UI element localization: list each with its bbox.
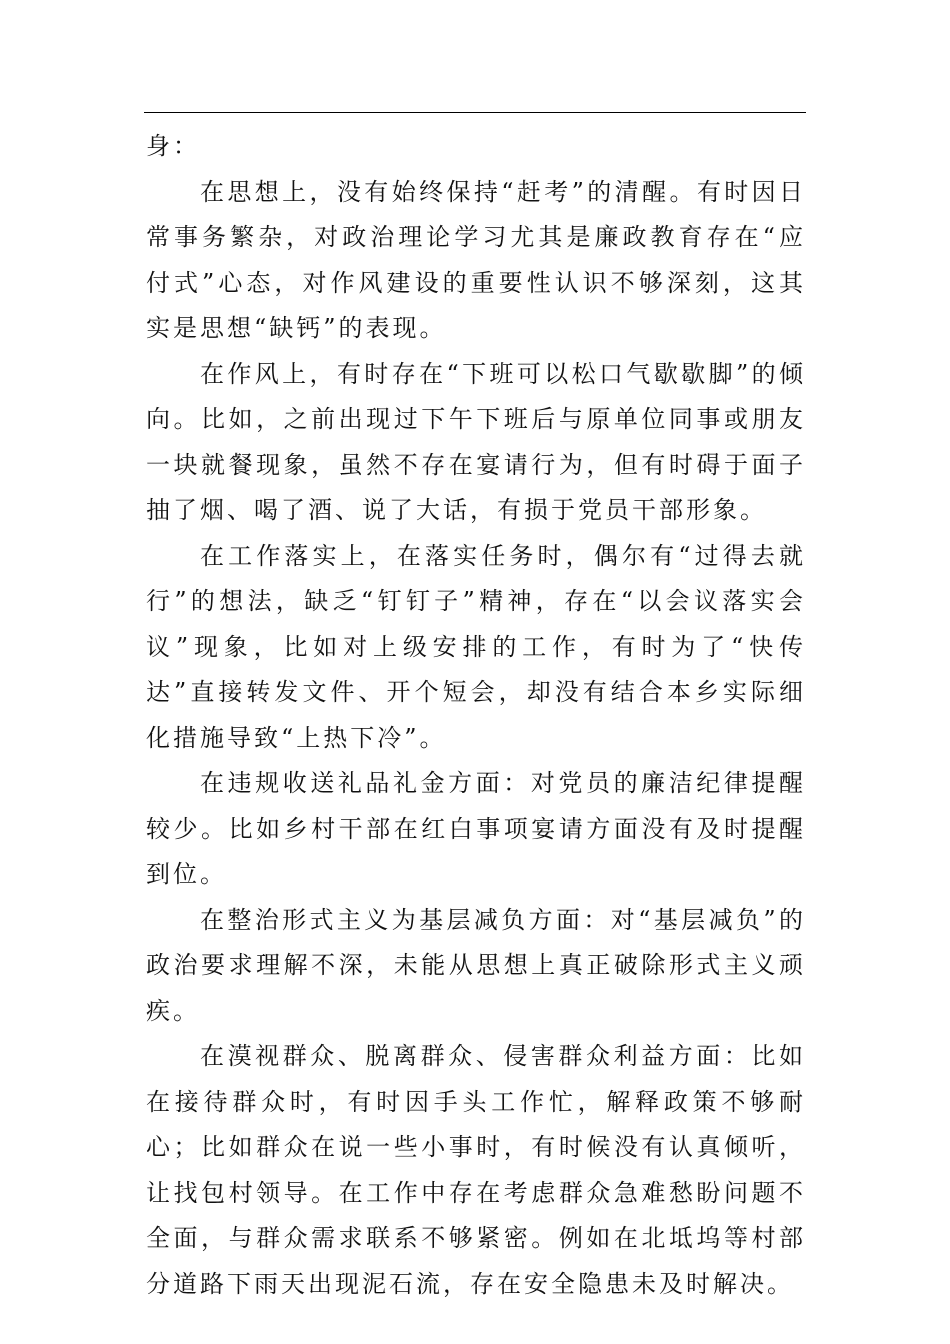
paragraph-gifts: 在违规收送礼品礼金方面：对党员的廉洁纪律提醒较少。比如乡村干部在红白事项宴请方面没有及时提醒到位。 — [146, 769, 806, 888]
paragraph-work-style: 在作风上，有时存在“下班可以松口气歇歇脚”的倾向。比如，之前出现过下午下班后与原单位同事或朋友一块就餐现象，虽然不存在宴请行为，但有时碍于面子抽了烟、喝了酒、说了大话，有损于党员干部形象。 — [146, 359, 806, 524]
paragraph-implementation: 在工作落实上，在落实任务时，偶尔有“过得去就行”的想法，缺乏“钉钉子”精神，存在“以会议落实会议”现象，比如对上级安排的工作，有时为了“快传达”直接转发文件、开个短会，却没有结合本乡实际细化措施导致“上热下冷”。 — [146, 541, 806, 752]
paragraph-masses: 在漠视群众、脱离群众、侵害群众利益方面：比如在接待群众时，有时因手头工作忙，解释政策不够耐心；比如群众在说一些小事时，有时候没有认真倾听，让找包村领导。在工作中存在考虑群众急难愁盼问题不全面，与群众需求联系不够紧密。例如在北坻坞等村部分道路下雨天出现泥石流，存在安全隐患未及时解决。 — [146, 1042, 806, 1298]
header-rule — [144, 112, 806, 113]
paragraph-thinking: 在思想上，没有始终保持“赶考”的清醒。有时因日常事务繁杂，对政治理论学习尤其是廉政教育存在“应付式”心态，对作风建设的重要性认识不够深刻，这其实是思想“缺钙”的表现。 — [146, 177, 806, 342]
paragraph-continuation: 身： — [146, 132, 200, 160]
document-body — [146, 124, 806, 1307]
paragraph-formalism: 在整治形式主义为基层减负方面：对“基层减负”的政治要求理解不深，未能从思想上真正破除形式主义顽疾。 — [146, 905, 806, 1025]
